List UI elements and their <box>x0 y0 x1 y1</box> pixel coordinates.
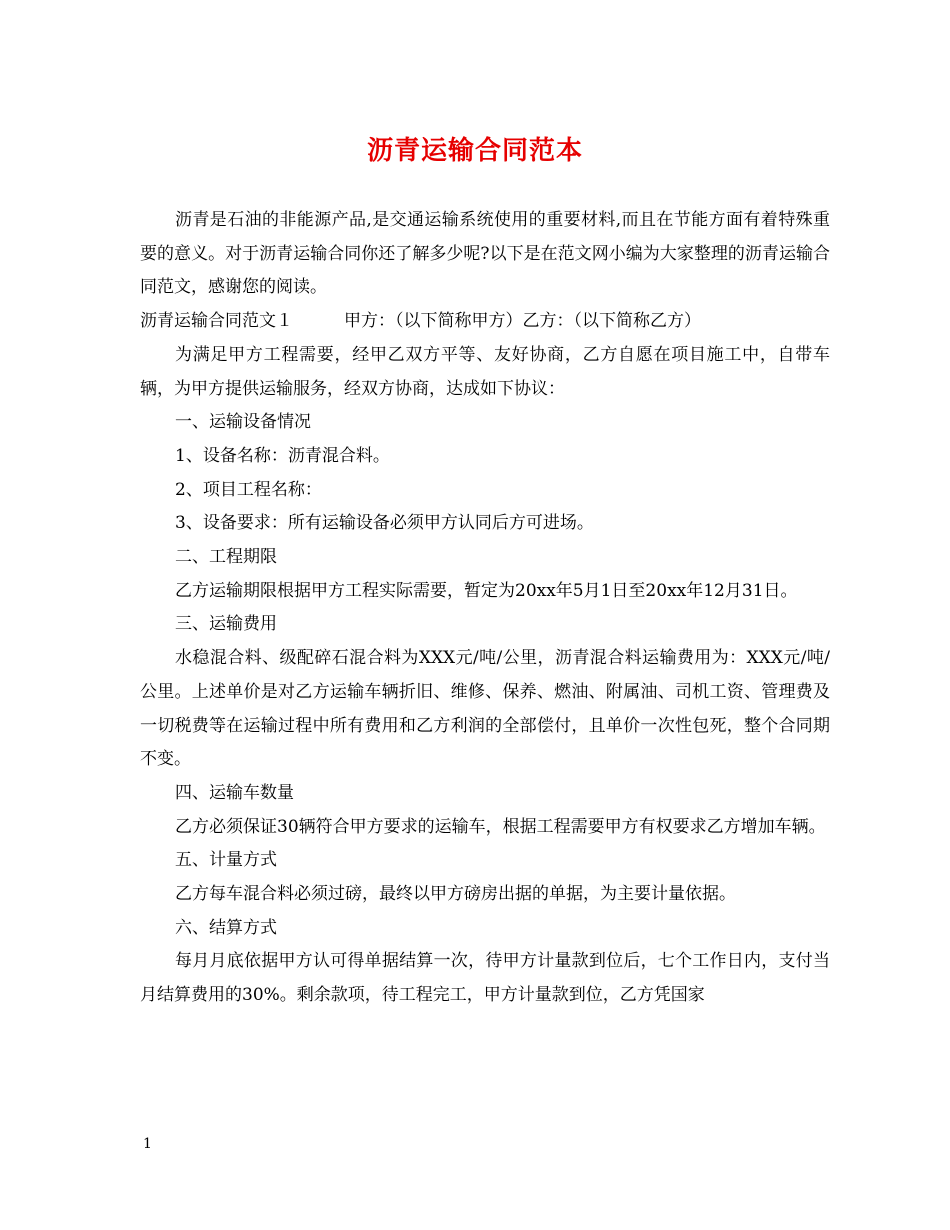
document-title: 沥青运输合同范本 <box>366 136 583 166</box>
section-body: 乙方必须保证30辆符合甲方要求的运输车，根据工程需要甲方有权要求乙方增加车辆。 <box>175 816 826 837</box>
section-heading: 六、结算方式 <box>175 917 277 938</box>
intro-paragraph: 沥青是石油的非能源产品,是交通运输系统使用的重要材料,而且在节能方面有着特殊重要的意义。对于沥青运输合同你还了解多少呢?以下是在范文网小编为大家整理的沥青运输合同范文，感谢您的阅读。 <box>140 210 830 298</box>
section-heading: 一、运输设备情况 <box>175 412 311 433</box>
section-body: 乙方每车混合料必须过磅，最终以甲方磅房出据的单据，为主要计量依据。 <box>175 884 736 905</box>
section-body: 乙方运输期限根据甲方工程实际需要，暂定为20xx年5月1日至20xx年12月31日。 <box>175 580 798 601</box>
document-body <box>140 204 830 1013</box>
sample-header-line: 沥青运输合同范文１ 甲方：（以下简称甲方）乙方：（以下简称乙方） <box>140 311 701 332</box>
section-heading: 三、运输费用 <box>175 614 277 635</box>
section-body: 每月月底依据甲方认可得单据结算一次，待甲方计量款到位后，七个工作日内，支付当月结算费用的30%。剩余款项，待工程完工，甲方计量款到位，乙方凭国家 <box>140 951 830 1006</box>
preamble-paragraph: 为满足甲方工程需要，经甲乙双方平等、友好协商，乙方自愿在项目施工中，自带车辆，为甲方提供运输服务，经双方协商，达成如下协议： <box>140 344 830 399</box>
list-item: 1、设备名称：沥青混合料。 <box>175 445 390 466</box>
section-heading: 四、运输车数量 <box>175 782 294 803</box>
list-item: 3、设备要求：所有运输设备必须甲方认同后方可进场。 <box>175 513 594 534</box>
section-body: 水稳混合料、级配碎石混合料为XXX元/吨/公里，沥青混合料运输费用为：XXX元/吨/公里。上述单价是对乙方运输车辆折旧、维修、保养、燃油、附属油、司机工资、管理费及一切税费等在运输过程中所有费用和乙方利润的全部偿付，且单价一次性包死，整个合同期不变。 <box>140 648 830 770</box>
section-heading: 二、工程期限 <box>175 547 277 568</box>
page-number: 1 <box>143 1136 152 1152</box>
list-item: 2、项目工程名称： <box>175 479 322 500</box>
section-heading: 五、计量方式 <box>175 850 277 871</box>
